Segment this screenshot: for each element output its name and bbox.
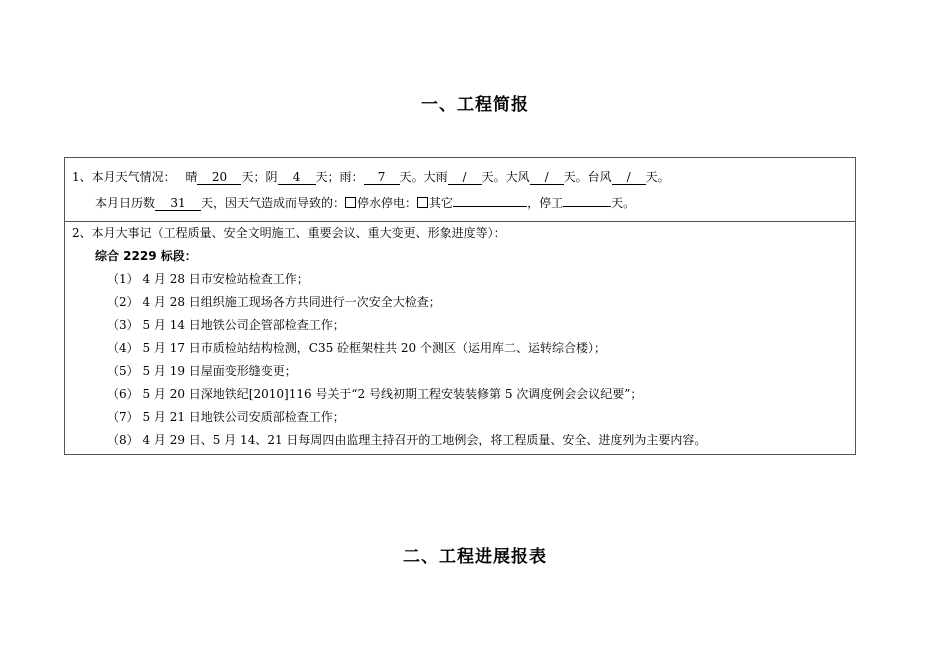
event-item: （4） 5 月 17 日市质检站结构检测，C35 砼框架柱共 20 个测区（运用库二、运转综合楼）； — [107, 341, 606, 355]
event-item: （1） 4 月 28 日市安检站检查工作； — [107, 272, 309, 286]
typhoon-label: 。台风 — [575, 170, 612, 184]
day-unit: 天 — [563, 170, 576, 184]
option-power-outage: 停水停电： — [357, 196, 418, 210]
sunny-days: 20 — [197, 170, 241, 185]
day-unit: 天 — [315, 170, 328, 184]
section-title-2: 二、工程进展报表 — [403, 547, 547, 567]
heavy-rain-days: / — [448, 170, 482, 185]
day-unit: 天 — [399, 170, 412, 184]
typhoon-days: / — [612, 170, 646, 185]
event-item: （5） 5 月 19 日屋面变形缝变更； — [107, 364, 297, 378]
weather-box — [64, 157, 856, 222]
other-blank — [453, 192, 527, 207]
event-item: （7） 5 月 21 日地铁公司安质部检查工作； — [107, 410, 345, 424]
checkbox-icon[interactable] — [417, 197, 428, 208]
option-other: 其它 — [429, 196, 454, 210]
weather-label: 1、本月天气情况： — [72, 170, 176, 184]
events-label: 2、本月大事记（工程质量、安全文明施工、重要会议、重大变更、形象进度等）： — [72, 226, 506, 240]
rain-label: ；雨： — [327, 170, 364, 184]
sunny-label: 晴 — [185, 170, 198, 184]
checkbox-icon[interactable] — [345, 197, 356, 208]
wind-days: / — [530, 170, 564, 185]
overcast-label: ；阴 — [253, 170, 278, 184]
heavy-rain-label: 。大雨 — [411, 170, 448, 184]
stop-label: ，停工 — [527, 196, 564, 210]
events-box — [64, 221, 856, 455]
day-unit: 天 — [241, 170, 254, 184]
weather-line — [72, 169, 670, 185]
overcast-days: 4 — [278, 170, 316, 185]
section-title-1: 一、工程简报 — [421, 95, 529, 115]
event-item: （2） 4 月 28 日组织施工现场各方共同进行一次安全大检查； — [107, 295, 441, 309]
calendar-days: 31 — [155, 196, 201, 211]
event-item: （6） 5 月 20 日深地铁纪[2010]116 号关于“2 号线初期工程安装装修第 5 次调度例会会议纪要”； — [107, 387, 643, 401]
calendar-end: 天。 — [611, 196, 636, 210]
calendar-label: 本月日历数 — [95, 196, 156, 210]
weather-end: 天。 — [645, 170, 670, 184]
events-section-name: 综合 2229 标段： — [95, 249, 197, 263]
reason-label: 天，因天气造成而导致的： — [201, 196, 346, 210]
wind-label: 。大风 — [493, 170, 530, 184]
rain-days: 7 — [364, 170, 400, 185]
event-item: （3） 5 月 14 日地铁公司企管部检查工作； — [107, 318, 345, 332]
stop-blank — [563, 192, 611, 207]
event-item: （8） 4 月 29 日、5 月 14、21 日每周四由监理主持召开的工地例会，将工程质量、安全、进度列为主要内容。 — [107, 433, 707, 447]
day-unit: 天 — [481, 170, 494, 184]
calendar-line — [95, 192, 635, 211]
